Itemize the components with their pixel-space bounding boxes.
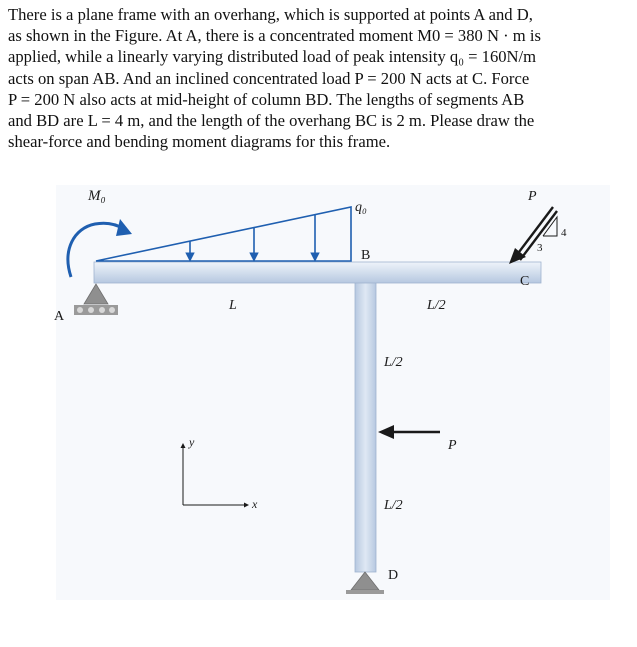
point-c-label: C [520, 274, 530, 289]
slope-run-label: 3 [537, 242, 543, 254]
point-b-label: B [361, 248, 371, 263]
y-axis-label: y [189, 435, 195, 449]
support-d-base [346, 590, 384, 594]
problem-line: acts on span AB. And an inclined concentrated load P = 200 N acts at C. Force [8, 68, 530, 88]
problem-line: applied, while a linearly varying distributed load of peak intensity q₀ = 160N/m [8, 47, 537, 67]
force-c-label: P [528, 189, 537, 204]
roller [99, 307, 105, 313]
problem-line: There is a plane frame with an overhang, which is supported at points A and D, [8, 5, 533, 24]
problem-line: P = 200 N also acts at mid-height of column BD. The lengths of segments AB [8, 89, 525, 109]
column-bd [355, 282, 376, 572]
roller [88, 307, 94, 313]
point-d-label: D [388, 568, 399, 583]
problem-line: as shown in the Figure. At A, there is a concentrated moment M0 = 380 N · m is [8, 26, 541, 46]
force-column-label: P [448, 438, 457, 453]
span-bc-label: L/2 [427, 298, 446, 313]
column-lower-label: L/2 [384, 498, 403, 513]
point-a-label: A [54, 309, 65, 324]
problem-line: and BD are L = 4 m, and the length of the overhang BC is 2 m. Please draw the [8, 111, 535, 131]
roller [109, 307, 115, 313]
slope-rise-label: 4 [561, 227, 567, 239]
problem-line: shear-force and bending moment diagrams for this frame. [8, 132, 391, 152]
moment-label: M₀ [88, 188, 106, 204]
column-upper-label: L/2 [384, 355, 403, 370]
span-ab-label: L [229, 298, 237, 313]
load-intensity-label: q₀ [355, 200, 367, 215]
x-axis-label: x [252, 497, 258, 511]
roller [77, 307, 83, 313]
figure-background [56, 185, 610, 600]
beam-abc [94, 262, 541, 283]
